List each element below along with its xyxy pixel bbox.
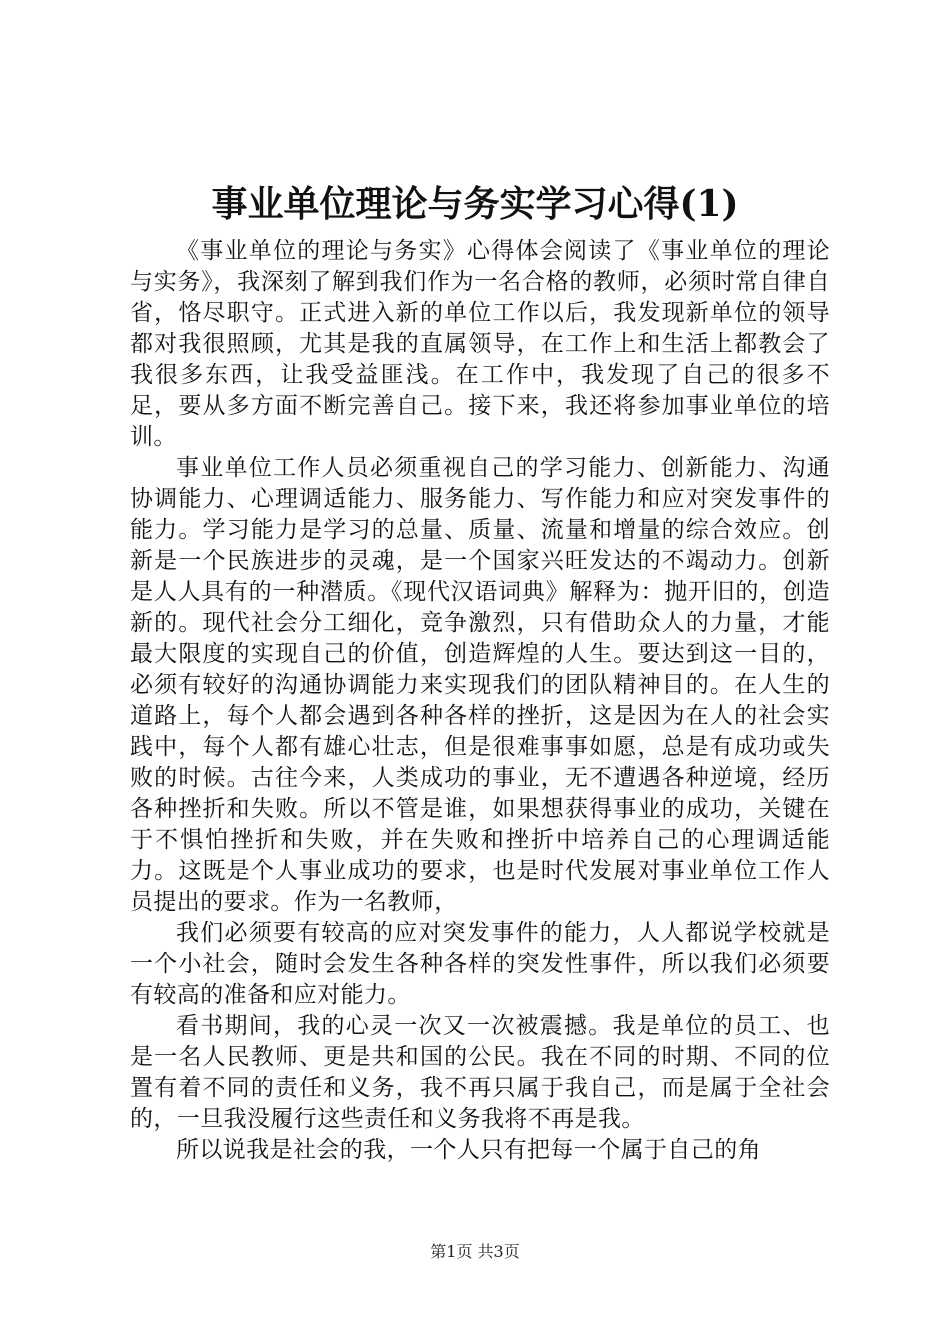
paragraph-4: 看书期间，我的心灵一次又一次被震撼。我是单位的员工、也是一名人民教师、更是共和国的公民。我在不同的时期、不同的位置有着不同的责任和义务，我不再只属于我自己，而是属于全社会的，一旦我没履行这些责任和义务我将不再是我。 (130, 1013, 830, 1132)
page-footer (0, 1241, 950, 1263)
paragraph-3: 我们必须要有较高的应对突发事件的能力，人人都说学校就是一个小社会，随时会发生各种各样的突发性事件，所以我们必须要有较高的准备和应对能力。 (130, 920, 830, 1008)
page-number: 第1页 共3页 (430, 1242, 520, 1261)
paragraph-2: 事业单位工作人员必须重视自己的学习能力、创新能力、沟通协调能力、心理调适能力、服务能力、写作能力和应对突发事件的能力。学习能力是学习的总量、质量、流量和增量的综合效应。创新是一个民族进步的灵魂，是一个国家兴旺发达的不竭动力。创新是人人具有的一种潜质。《现代汉语词典》解释为：抛开旧的，创造新的。现代社会分工细化，竞争激烈，只有借助众人的力量，才能最大限度的实现自己的价值，创造辉煌的人生。要达到这一目的，必须有较好的沟通协调能力来实现我们的团队精神目的。在人生的道路上，每个人都会遇到各种各样的挫折，这是因为在人的社会实践中，每个人都有雄心壮志，但是很难事事如愿，总是有成功或失败的时候。古往今来，人类成功的事业，无不遭遇各种逆境，经历各种挫折和失败。所以不管是谁，如果想获得事业的成功，关键在于不惧怕挫折和失败，并在失败和挫折中培养自己的心理调适能力。这既是个人事业成功的要求，也是时代发展对事业单位工作人员提出的要求。作为一名教师， (130, 455, 830, 915)
paragraph-5: 所以说我是社会的我，一个人只有把每一个属于自己的角 (176, 1137, 761, 1163)
document-title: 事业单位理论与务实学习心得(1) (211, 183, 739, 225)
paragraph-1: 《事业单位的理论与务实》心得体会阅读了《事业单位的理论与实务》，我深刻了解到我们作为一名合格的教师，必须时常自律自省，恪尽职守。正式进入新的单位工作以后，我发现新单位的领导都对我很照顾，尤其是我的直属领导，在工作上和生活上都教会了我很多东西，让我受益匪浅。在工作中，我发现了自己的很多不足，要从多方面不断完善自己。接下来，我还将参加事业单位的培训。 (130, 238, 830, 450)
document-body (130, 236, 830, 1166)
